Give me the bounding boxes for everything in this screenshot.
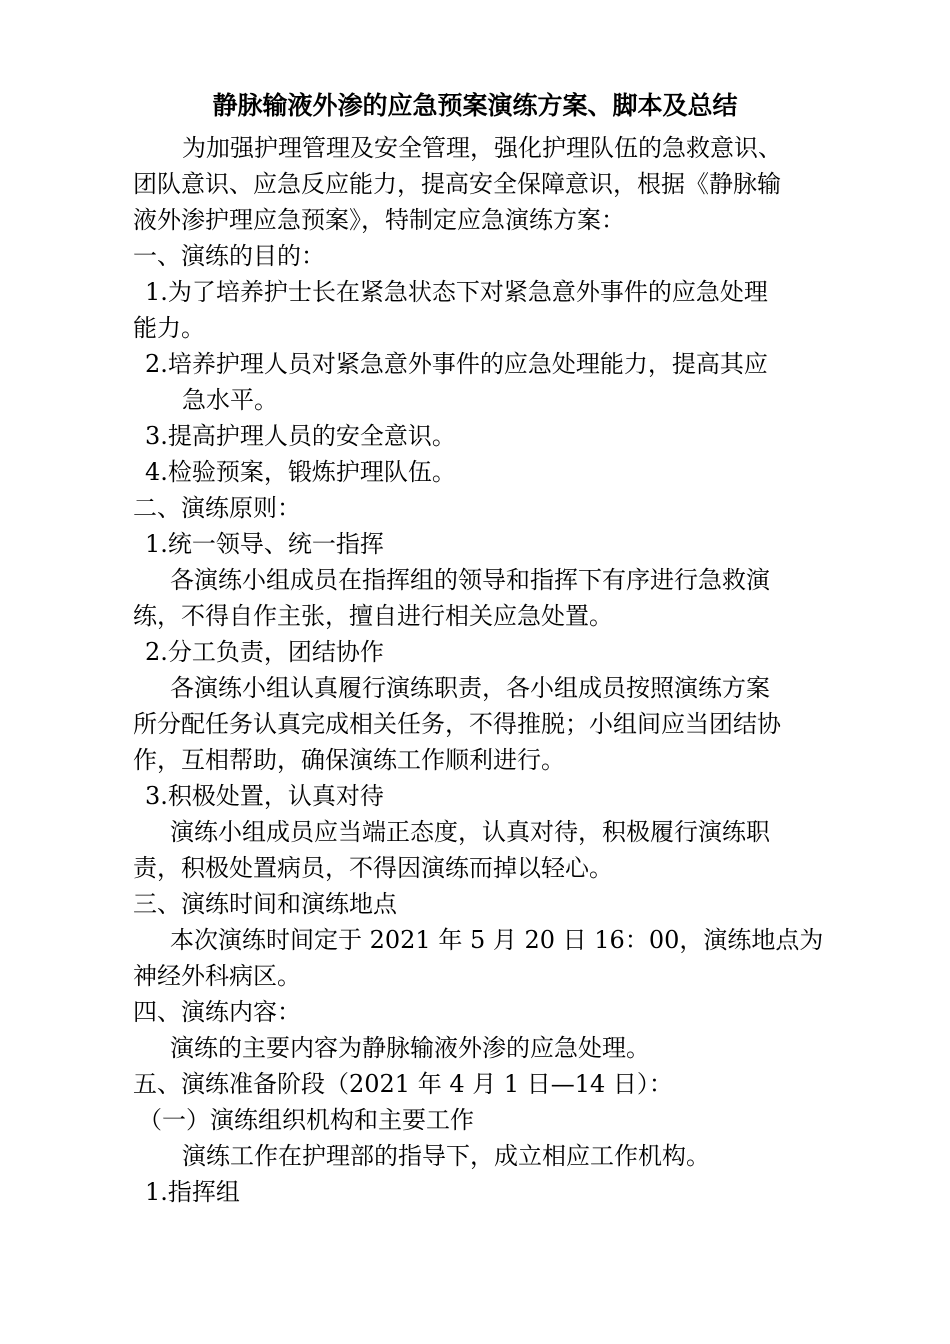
paragraph-line: 神经外科病区。 [133,962,301,990]
list-item: 1.指挥组 [145,1178,240,1206]
paragraph-line: 演练工作在护理部的指导下，成立相应工作机构。 [182,1142,710,1170]
section-heading: 三、演练时间和演练地点 [133,890,397,918]
list-item: 1.统一领导、统一指挥 [145,530,384,558]
paragraph-line: 能力。 [133,314,205,342]
paragraph-line: 演练小组成员应当端正态度，认真对待，积极履行演练职 [170,818,770,846]
paragraph-line: 所分配任务认真完成相关任务，不得推脱；小组间应当团结协 [133,710,781,738]
section-heading: 四、演练内容： [133,998,301,1026]
list-item: 3.积极处置，认真对待 [145,782,384,810]
list-item: 4.检验预案，锻炼护理队伍。 [145,458,456,486]
document-title: 静脉输液外渗的应急预案演练方案、脚本及总结 [212,91,738,120]
list-item: 1.为了培养护士长在紧急状态下对紧急意外事件的应急处理 [145,278,768,306]
section-heading: 二、演练原则： [133,494,301,522]
list-item: 2.分工负责，团结协作 [145,638,384,666]
list-item: 2.培养护理人员对紧急意外事件的应急处理能力，提高其应 [145,350,768,378]
paragraph-line: 团队意识、应急反应能力，提高安全保障意识，根据《静脉输 [133,170,781,198]
paragraph-line: 本次演练时间定于 2021 年 5 月 20 日 16：00，演练地点为 [170,926,824,954]
list-item: 3.提高护理人员的安全意识。 [145,422,456,450]
paragraph-line: 为加强护理管理及安全管理，强化护理队伍的急救意识、 [182,134,782,162]
subsection-heading: （一）演练组织机构和主要工作 [138,1106,474,1134]
paragraph-line: 练，不得自作主张，擅自进行相关应急处置。 [133,602,613,630]
paragraph-line: 液外渗护理应急预案》，特制定应急演练方案： [133,206,625,234]
section-heading: 五、演练准备阶段（2021 年 4 月 1 日—14 日）： [133,1070,673,1098]
paragraph-line: 急水平。 [182,386,278,414]
paragraph-line: 责，积极处置病员，不得因演练而掉以轻心。 [133,854,613,882]
paragraph-line: 各演练小组认真履行演练职责，各小组成员按照演练方案 [170,674,770,702]
section-heading: 一、演练的目的： [133,242,325,270]
paragraph-line: 作，互相帮助，确保演练工作顺利进行。 [133,746,565,774]
paragraph-line: 各演练小组成员在指挥组的领导和指挥下有序进行急救演 [170,566,770,594]
paragraph-line: 演练的主要内容为静脉输液外渗的应急处理。 [170,1034,650,1062]
